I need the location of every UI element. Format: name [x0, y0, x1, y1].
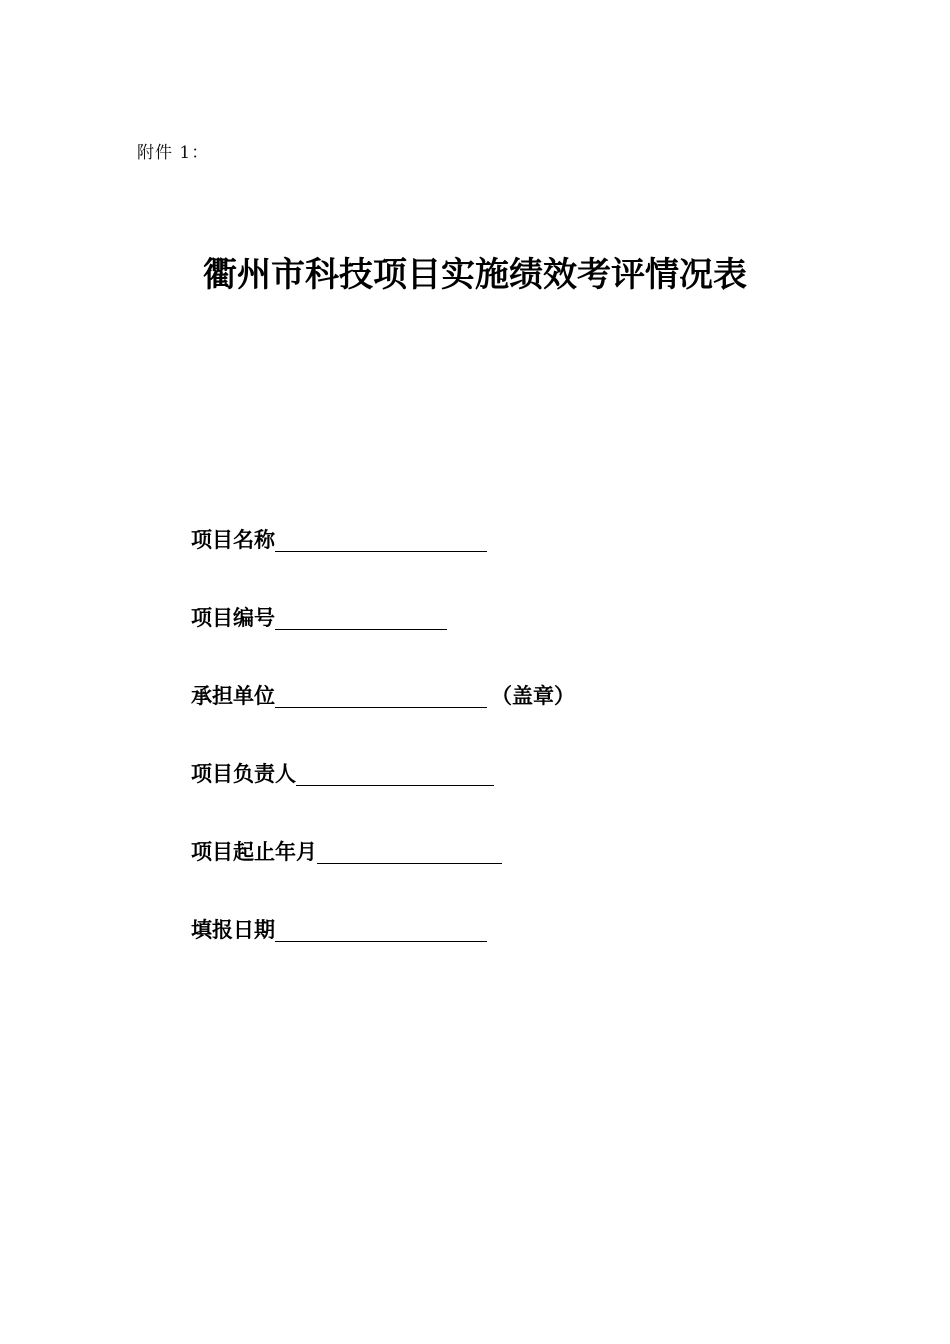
attachment-label: 附件 1： [137, 143, 210, 163]
field-project-period [191, 834, 502, 866]
document-title: 衢州市科技项目实施绩效考评情况表 [203, 255, 747, 295]
field-label: 项目名称 [191, 528, 275, 552]
project-leader-blank[interactable] [296, 757, 494, 786]
field-label: 项目编号 [191, 606, 275, 630]
field-project-name [191, 522, 487, 554]
field-label: 承担单位 [191, 684, 275, 708]
undertaking-unit-blank[interactable] [275, 679, 487, 708]
field-label: 项目起止年月 [191, 840, 317, 864]
project-number-blank[interactable] [275, 601, 447, 630]
field-undertaking-unit [191, 678, 575, 710]
field-label: 填报日期 [191, 918, 275, 942]
field-fill-date [191, 912, 487, 944]
project-name-blank[interactable] [275, 523, 487, 552]
fill-date-blank[interactable] [275, 913, 487, 942]
field-project-number [191, 600, 447, 632]
project-period-blank[interactable] [317, 835, 502, 864]
field-project-leader [191, 756, 494, 788]
seal-note: （盖章） [491, 684, 575, 708]
field-label: 项目负责人 [191, 762, 296, 786]
